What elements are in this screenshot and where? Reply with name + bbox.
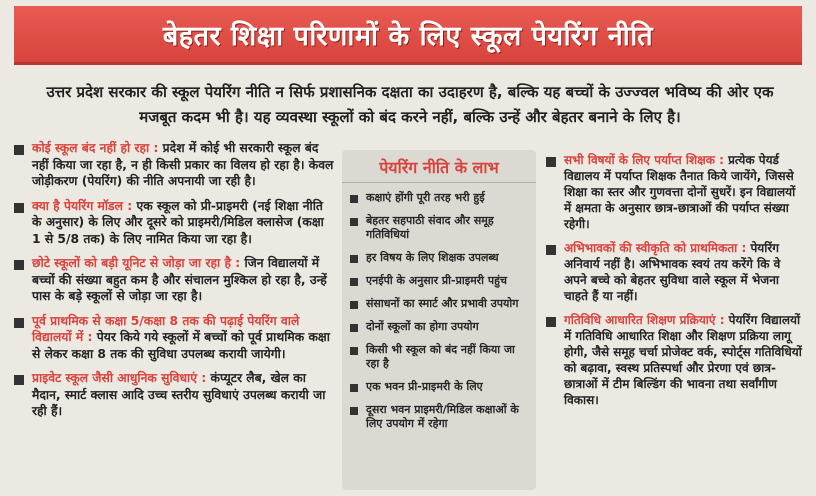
left-item — [14, 140, 336, 190]
left-item-body: पेयर किये गये स्कूलों में बच्चों को पूर्व प्राथमिक कक्षा से लेकर कक्षा 8 तक की सुविधा उपलब्ध करायी जायेगी। — [32, 330, 330, 361]
benefit-item — [350, 274, 530, 288]
benefit-item — [350, 380, 530, 394]
benefits-title: पेयरिंग नीति के लाभ — [342, 156, 536, 183]
right-item-heading: सभी विषयों के लिए पर्याप्त शिक्षक : — [564, 153, 724, 167]
right-item-text — [564, 152, 804, 232]
square-bullet-icon — [14, 260, 24, 270]
benefit-text: कक्षाएं होंगी पूरी तरह भरी हुई — [366, 191, 485, 204]
left-item-text — [32, 255, 336, 305]
square-bullet-icon — [14, 318, 24, 328]
square-bullet-icon — [350, 255, 358, 263]
left-item-heading: छोटे स्कूलों को बड़ी यूनिट से जोड़ा जा रहा है : — [32, 256, 241, 270]
benefit-item — [350, 297, 530, 311]
benefit-text: संसाधनों का स्मार्ट और प्रभावी उपयोग — [366, 297, 519, 310]
left-item-text — [32, 370, 336, 420]
benefit-item — [350, 343, 530, 371]
square-bullet-icon — [350, 218, 358, 226]
square-bullet-icon — [350, 278, 358, 286]
left-item — [14, 198, 336, 248]
right-item — [546, 312, 804, 408]
benefit-item — [350, 214, 530, 242]
left-item-heading: कोई स्कूल बंद नहीं हो रहा : — [32, 141, 159, 155]
right-item-heading: अभिभावकों की स्वीकृति को प्राथमिकता : — [564, 241, 747, 255]
left-item-heading: क्या है पेयरिंग मॉडल : — [32, 198, 133, 213]
left-item — [14, 313, 336, 363]
right-item-body: पेयरिंग विद्यालयों में गतिविधि आधारित शिक्षा और शिक्षण प्रक्रिया लागू होगी, जैसे समूह चर्चा प्रोजेक्ट वर्क, स्पोर्ट्स गतिविधियों को बढ़ावा, स्वस्थ प्रतिस्पर्धा और प्रेरणा एवं छात्र-छात्राओं में टीम बिल्डिंग की भावना तथा सर्वांगीण विकास। — [564, 313, 802, 407]
square-bullet-icon — [350, 407, 358, 415]
benefit-text: दूसरा भवन प्राइमरी/मिडिल कक्षाओं के लिए उपयोग में रहेगा — [366, 403, 519, 430]
square-bullet-icon — [14, 203, 24, 213]
square-bullet-icon — [350, 347, 358, 355]
left-item-heading: प्राइवेट स्कूल जैसी आधुनिक सुविधाएं : — [32, 371, 207, 385]
benefit-text: एक भवन प्री-प्राइमरी के लिए — [366, 380, 483, 393]
benefit-text: बेहतर सहपाठी संवाद और समूह गतिविधियां — [366, 214, 494, 241]
benefit-item — [350, 191, 530, 205]
benefit-item — [350, 251, 530, 265]
square-bullet-icon — [350, 301, 358, 309]
right-item-heading: गतिविधि आधारित शिक्षण प्रक्रियाएं : — [564, 313, 725, 327]
left-item-body: एक स्कूल को प्री-प्राइमरी (नई शिक्षा नीति के अनुसार) के लिए और दूसरे को प्राइमरी/मिडिल क्लासेज (कक्षा 1 से 5/8 तक) के लिए नामित किया जा रहा है। — [32, 198, 324, 246]
left-item-body: कंप्यूटर लैब, खेल का मैदान, स्मार्ट क्लास आदि उच्च स्तरीय सुविधाएं उपलब्ध करायी जा रही हैं। — [32, 371, 326, 418]
benefit-text: दोनों स्कूलों का होगा उपयोग — [366, 320, 479, 333]
benefit-item — [350, 320, 530, 334]
right-item-body: पेयरिंग अनिवार्य नहीं है। अभिभावक स्वयं तय करेंगे कि वे अपने बच्चे को बेहतर सुविधा वाले स्कूल में भेजना चाहते हैं या नहीं। — [564, 241, 781, 303]
left-item — [14, 255, 336, 305]
left-column — [14, 140, 336, 428]
left-item-heading: पूर्व प्राथमिक से कक्षा 5/कक्षा 8 तक की पढ़ाई पेयरिंग वाले विद्यालयों में : — [32, 313, 300, 344]
square-bullet-icon — [350, 195, 358, 203]
benefit-text: किसी भी स्कूल को बंद नहीं किया जा रहा है — [366, 343, 515, 370]
right-item — [546, 240, 804, 304]
square-bullet-icon — [14, 145, 24, 155]
left-item-body: प्रदेश में कोई भी सरकारी स्कूल बंद नहीं किया जा रहा है, न ही किसी प्रकार का विलय हो रहा है। केवल जोड़ीकरण (पेयरिंग) की नीति अपनायी जा रही है। — [32, 141, 334, 188]
left-item-text — [32, 198, 336, 248]
right-item — [546, 152, 804, 232]
right-item-body: प्रत्येक पेयर्ड विद्यालय में पर्याप्त शिक्षक तैनात किये जायेंगे, जिससे शिक्षा का स्तर और गुणवत्ता दोनों सुधरें। इन विद्यालयों में क्षमता के अनुसार छात्र-छात्राओं की पर्याप्त संख्या रहेगी। — [564, 153, 796, 231]
benefits-box — [342, 150, 536, 490]
square-bullet-icon — [14, 375, 24, 385]
lead-paragraph: उत्तर प्रदेश सरकार की स्कूल पेयरिंग नीति न सिर्फ प्रशासनिक दक्षता का उदाहरण है, बल्कि यह बच्चों के उज्ज्वल भविष्य की ओर एक मजबूत कदम भी है। यह व्यवस्था स्कूलों को बंद करने नहीं, बल्कि उन्हें और बेहतर बनाने के लिए है। — [46, 83, 774, 126]
left-item-text — [32, 140, 336, 190]
benefits-list — [342, 191, 536, 431]
left-item-body: जिन विद्यालयों में बच्चों की संख्या बहुत कम है और संचालन मुश्किल हो रहा है, उन्हें पास के बड़े स्कूलों से जोड़ा जा रहा है। — [32, 256, 327, 303]
right-item-text — [564, 312, 804, 408]
benefit-text: हर विषय के लिए शिक्षक उपलब्ध — [366, 251, 499, 264]
right-column — [546, 152, 804, 416]
left-item-text — [32, 313, 336, 363]
headline-banner — [14, 6, 802, 65]
benefit-item — [350, 403, 530, 431]
square-bullet-icon — [350, 324, 358, 332]
square-bullet-icon — [546, 317, 556, 327]
right-item-text — [564, 240, 804, 304]
square-bullet-icon — [546, 245, 556, 255]
left-item — [14, 370, 336, 420]
benefit-text: एनईपी के अनुसार प्री-प्राइमरी पहुंच — [366, 274, 507, 287]
square-bullet-icon — [350, 384, 358, 392]
page-title: बेहतर शिक्षा परिणामों के लिए स्कूल पेयरिंग नीति — [162, 20, 654, 52]
square-bullet-icon — [546, 157, 556, 167]
